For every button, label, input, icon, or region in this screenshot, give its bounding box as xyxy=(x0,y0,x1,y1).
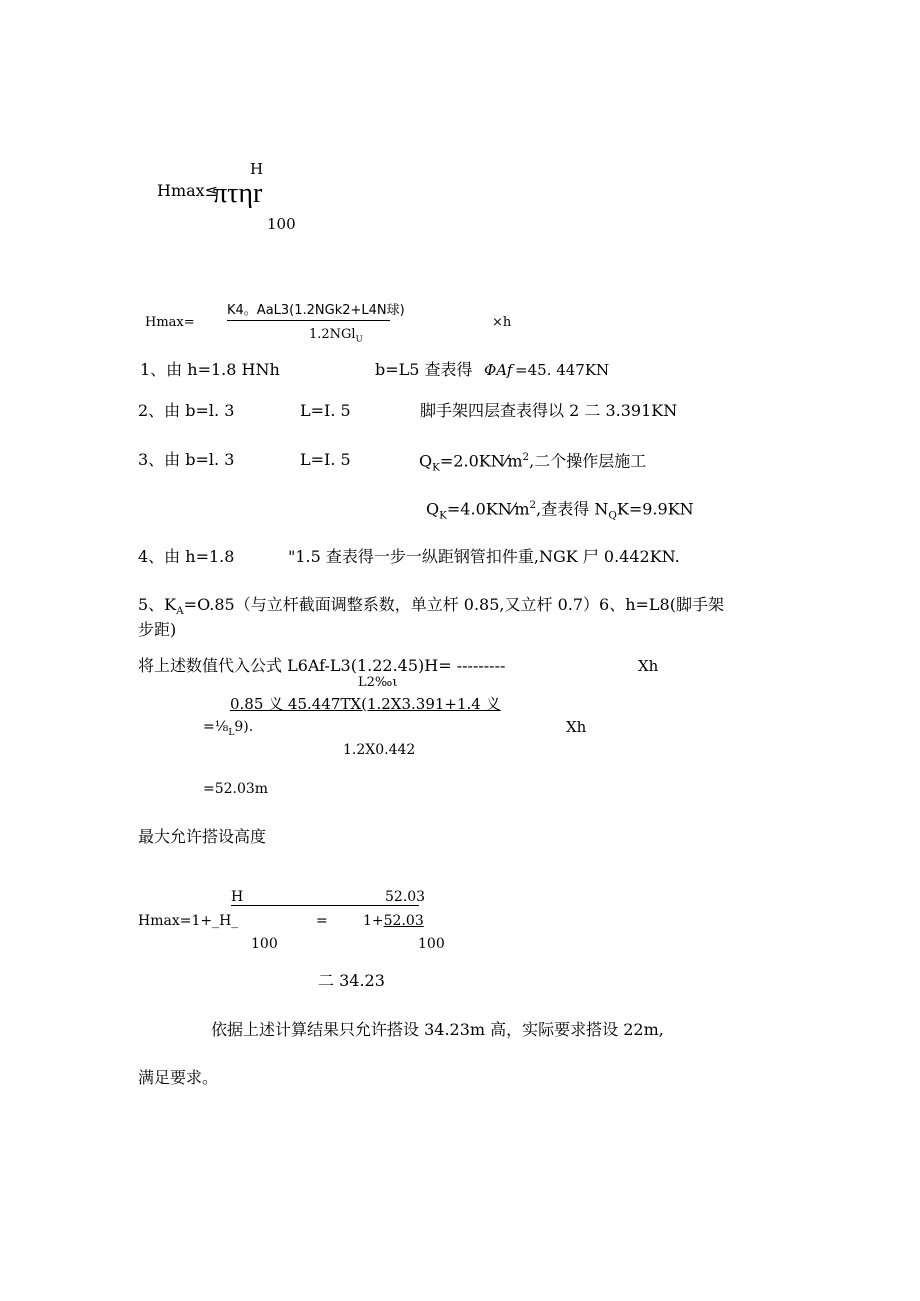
item5-line1: 5、$K_A=O.85$（与立杆截面调整系数，单立杆 0.85,又立杆 0.7）6、h=L8(脚手架 xyxy=(138,595,724,618)
formula1-rhs: πτηr xyxy=(213,178,263,209)
item4-a: 4、由 h=1.8 xyxy=(138,547,235,566)
formula3-eq: = xyxy=(316,913,328,929)
substitution-line1-sub: L2‰ι xyxy=(358,675,398,690)
formula2-tail: ×h xyxy=(492,315,512,330)
item1-b: b=L5 查表得 xyxy=(375,360,473,379)
formula3-top-h: H xyxy=(231,889,244,905)
item2-a: 2、由 b=l. 3 xyxy=(138,401,235,420)
formula3-top-rule xyxy=(231,905,419,906)
item3-b-line: $Q_K=4.0KN⁄m^2$,查表得 $N_QK=9.9KN$ xyxy=(426,499,694,522)
item1-a: 1、由 h=1.8 HNh xyxy=(140,360,280,379)
item4-b: "1.5 查表得一步一纵距钢管扣件重,NGK 尸 0.442KN. xyxy=(288,547,680,566)
formula3-bottom-right: 100 xyxy=(418,936,445,952)
formula3-bottom-left: 100 xyxy=(251,936,278,952)
substitution-fraction: $=\frac{1}{8}_L9$). xyxy=(203,719,254,738)
conclusion-line2: 满足要求。 xyxy=(138,1068,219,1087)
substitution-line1: 将上述数值代入公式 L6Af-L3(1.22.45)H= --------- xyxy=(138,656,506,675)
max-height-label: 最大允许搭设高度 xyxy=(138,827,267,846)
item3-b: L=I. 5 xyxy=(300,450,351,469)
formula2-fraction-bar xyxy=(227,320,390,321)
substitution-line1-right: Xh xyxy=(638,657,659,675)
item2-b: L=I. 5 xyxy=(300,401,351,420)
item5-line2: 步距) xyxy=(138,620,177,639)
formula3-top-val: 52.03 xyxy=(385,889,426,905)
formula3-lhs: Hmax=1+_H_ xyxy=(138,913,239,929)
substitution-numerator: 0.85 义 45.447TX(1.2X3.391+1.4 义 xyxy=(230,695,501,713)
substitution-right: Xh xyxy=(566,718,587,736)
formula1-lhs: Hmax≤ xyxy=(157,181,219,200)
formula3-result: 二 34.23 xyxy=(318,971,385,990)
substitution-result: =52.03m xyxy=(203,781,269,797)
formula1-bottom: 100 xyxy=(267,215,296,233)
formula2-numerator: K4。AaL3(1.2NGk2+L4N球) xyxy=(227,303,405,318)
item1-c: ΦAf xyxy=(484,361,513,379)
substitution-denominator: 1.2X0.442 xyxy=(343,742,416,758)
formula2-lhs: Hmax= xyxy=(145,315,195,330)
formula1-top: H xyxy=(250,160,264,178)
item1-d: =45. 447KN xyxy=(515,361,610,379)
formula3-rhs: 1+52.03 xyxy=(363,913,424,929)
conclusion-line1: 依据上述计算结果只允许搭设 34.23m 高，实际要求搭设 22m, xyxy=(211,1020,664,1039)
item2-c: 脚手架四层查表得以 2 二 3.391KN xyxy=(420,401,678,420)
item3-a: 3、由 b=l. 3 xyxy=(138,450,235,469)
item3-c: $Q_K=2.0KN⁄m^2$,二个操作层施工 xyxy=(419,451,647,474)
formula2-denominator: 1.2NGl$_U$ xyxy=(309,327,363,344)
